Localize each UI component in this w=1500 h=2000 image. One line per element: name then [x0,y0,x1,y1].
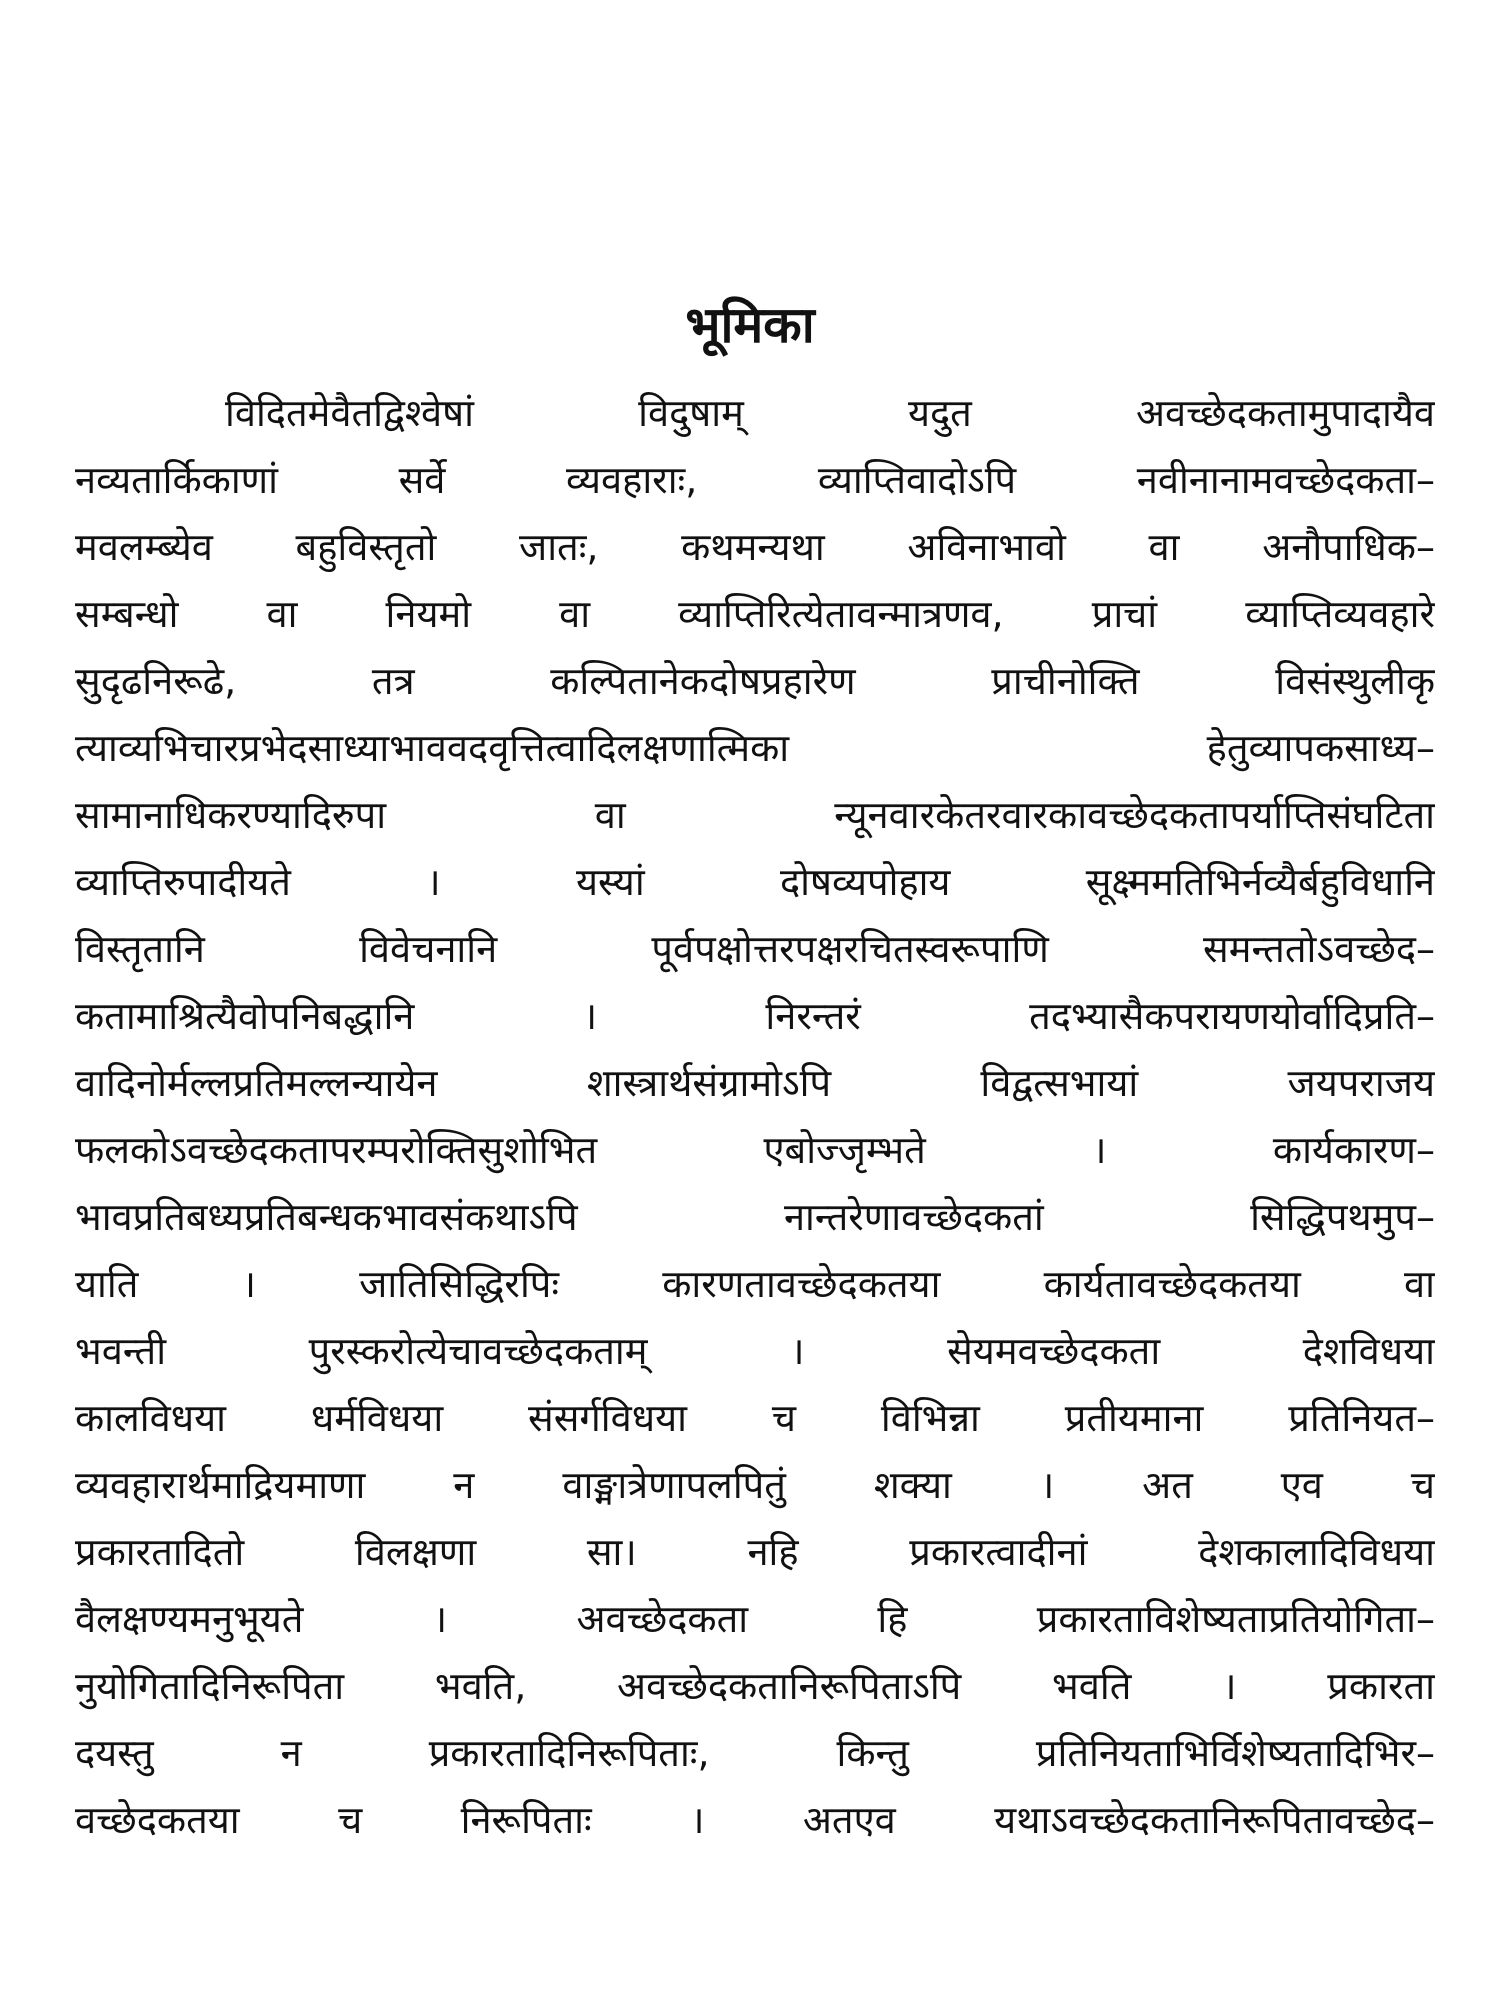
text-line: भवन्ती पुरस्करोत्येचावच्छेदकताम् । सेयमवच्छेदकता देशविधया [75,1329,1435,1373]
text-line: कालविधया धर्मविधया संसर्गविधया च विभिन्ना प्रतीयमाना प्रतिनियत– [75,1396,1435,1440]
text-line: प्रकारतादितो विलक्षणा सा। नहि प्रकारत्वादीनां देशकालादिविधया [75,1530,1435,1574]
page-heading: भूमिका [685,296,815,354]
text-line: मवलम्ब्येव बहुविस्तृतो जातः, कथमन्यथा अविनाभावो वा अनौपाधिक– [75,525,1435,569]
text-line: वादिनोर्मल्लप्रतिमल्लन्यायेन शास्त्रार्थसंग्रामोऽपि विद्वत्सभायां जयपराजय [75,1061,1435,1105]
text-line: वैलक्षण्यमनुभूयते । अवच्छेदकता हि प्रकारताविशेष्यताप्रतियोगिता– [75,1597,1435,1641]
text-line: दयस्तु न प्रकारतादिनिरूपिताः, किन्तु प्रतिनियताभिर्विशेष्यतादिभिर– [75,1731,1435,1775]
text-line: फलकोऽवच्छेदकतापरम्परोक्तिसुशोभित एबोज्जृम्भते । कार्यकारण– [75,1128,1435,1172]
text-line: सम्बन्धो वा नियमो वा व्याप्तिरित्येतावन्मात्रणव, प्राचां व्याप्तिव्यवहारे [75,592,1435,636]
text-line: वच्छेदकतया च निरूपिताः । अतएव यथाऽवच्छेदकतानिरूपितावच्छेद– [75,1798,1435,1842]
text-line: सामानाधिकरण्यादिरुपा वा न्यूनवारकेतरवारकावच्छेदकतापर्याप्तिसंघटिता [75,793,1435,837]
text-line: भावप्रतिबध्यप्रतिबन्धकभावसंकथाऽपि नान्तरेणावच्छेदकतां सिद्धिपथमुप– [75,1195,1435,1239]
text-line: नव्यतार्किकाणां सर्वे व्यवहाराः, व्याप्तिवादोऽपि नवीनानामवच्छेदकता– [75,458,1435,502]
text-line: कतामाश्रित्यैवोपनिबद्धानि । निरन्तरं तदभ्यासैकपरायणयोर्वादिप्रति– [75,994,1435,1038]
text-line: सुदृढनिरूढे, तत्र कल्पितानेकदोषप्रहारेण प्राचीनोक्ति विसंस्थुलीकृ [75,659,1435,703]
text-line: व्याप्तिरुपादीयते । यस्यां दोषव्यपोहाय सूक्ष्ममतिभिर्नव्यैर्बहुविधानि [75,860,1435,904]
text-line: त्याव्यभिचारप्रभेदसाध्याभाववदवृत्तित्वादिलक्षणात्मिका हेतुव्यापकसाध्य– [75,726,1435,770]
text-line: विदितमेवैतद्विश्वेषां विदुषाम् यदुत अवच्छेदकतामुपादायैव [225,391,1435,435]
text-line: विस्तृतानि विवेचनानि पूर्वपक्षोत्तरपक्षरचितस्वरूपाणि समन्ततोऽवच्छेद– [75,927,1435,971]
text-line: याति । जातिसिद्धिरपिः कारणतावच्छेदकतया कार्यतावच्छेदकतया वा [75,1262,1435,1306]
body-paragraph [75,380,1435,1854]
text-line: व्यवहारार्थमाद्रियमाणा न वाङ्मात्रेणापलपितुं शक्या । अत एव च [75,1463,1435,1507]
text-line: नुयोगितादिनिरूपिता भवति, अवच्छेदकतानिरूपिताऽपि भवति । प्रकारता [75,1664,1435,1708]
